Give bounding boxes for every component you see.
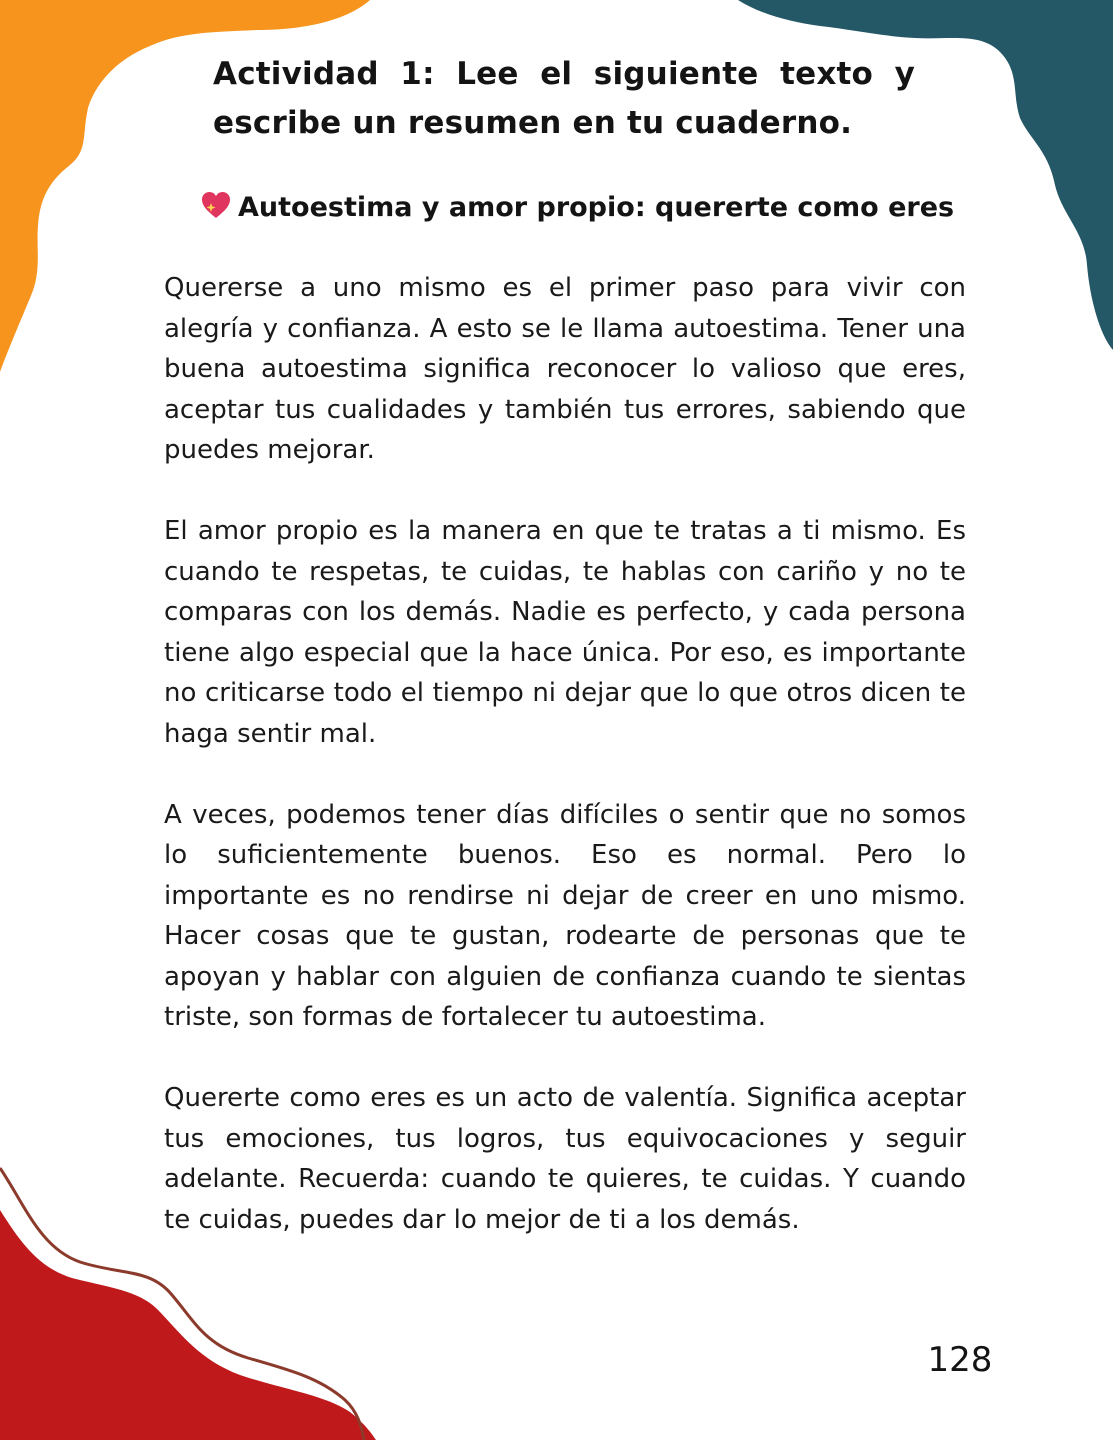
paragraph-4: Quererte como eres es un acto de valentía. Significa aceptar tus emociones, tus logros, tus equivocaciones y seguir adelante. Recuerda: cuando te quieres, te cuidas. Y cuando te cuidas, puedes dar lo mejor de ti a los demás. bbox=[164, 1083, 966, 1235]
paragraph-2: El amor propio es la manera en que te tratas a ti mismo. Es cuando te respetas, te cuidas, te hablas con cariño y no te comparas con los demás. Nadie es perfecto, y cada persona tiene algo especial que la hace única. Por eso, es importante no criticarse todo el tiempo ni dejar que lo que otros dicen te haga sentir mal. bbox=[164, 516, 966, 749]
article-body bbox=[164, 268, 966, 1281]
activity-title: Actividad 1: Lee el siguiente texto y escribe un resumen en tu cuaderno. bbox=[213, 56, 915, 141]
sparkling-heart-icon bbox=[200, 190, 232, 220]
article-title: Autoestima y amor propio: quererte como eres bbox=[238, 192, 955, 223]
article-title-row bbox=[200, 188, 955, 228]
heart-shape bbox=[202, 192, 230, 218]
paragraph-3: A veces, podemos tener días difíciles o sentir que no somos lo suficientemente buenos. Eso es normal. Pero lo importante es no rendirse ni dejar de creer en uno mismo. Hacer cosas que te gustan, rodearte de personas que te apoyan y hablar con alguien de confianza cuando te sientas triste, son formas de fortalecer tu autoestima. bbox=[164, 799, 966, 1032]
paragraph-1: Quererse a uno mismo es el primer paso para vivir con alegría y confianza. A esto se le llama autoestima. Tener una buena autoestima significa reconocer lo valioso que eres, aceptar tus cualidades y también tus errores, sabiendo que puedes mejorar. bbox=[164, 273, 966, 465]
page-number: 128 bbox=[927, 1340, 993, 1380]
